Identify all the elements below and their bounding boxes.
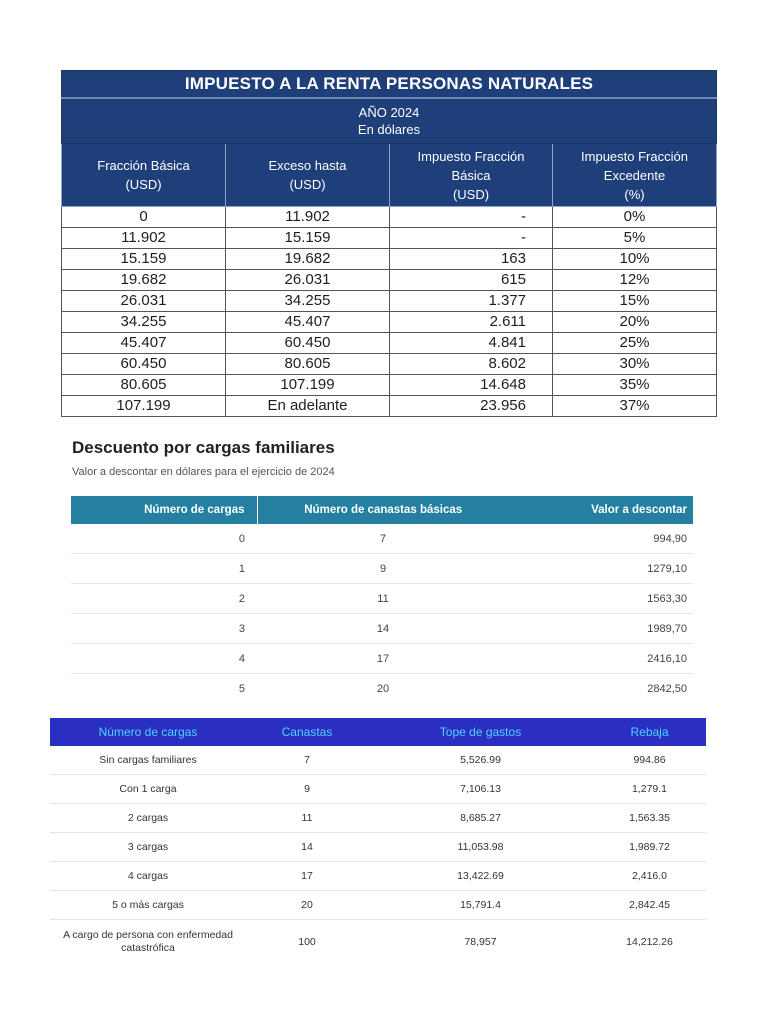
table-cell: 23.956 bbox=[390, 396, 553, 417]
table-cell: 20 bbox=[246, 891, 368, 920]
table-cell: 20% bbox=[553, 312, 717, 333]
table-cell: 14 bbox=[257, 614, 509, 644]
column-header-valor: Valor a descontar bbox=[509, 496, 693, 524]
table-cell: 0% bbox=[553, 207, 717, 228]
table-cell: 11,053.98 bbox=[368, 833, 593, 862]
column-header-line: (USD) bbox=[289, 177, 326, 192]
table-row bbox=[50, 804, 706, 833]
column-header-line: (%) bbox=[624, 186, 645, 202]
column-header-line: Básica bbox=[451, 167, 491, 183]
table-cell: 9 bbox=[257, 554, 509, 584]
column-header-impuesto-fraccion-excedente bbox=[553, 144, 717, 207]
table-row bbox=[62, 354, 717, 375]
table-cell: 60.450 bbox=[62, 354, 226, 375]
table-cell: 19.682 bbox=[62, 270, 226, 291]
table-cell: 2.611 bbox=[390, 312, 553, 333]
currency-label: En dólares bbox=[357, 122, 421, 137]
table-cell: 80.605 bbox=[226, 354, 390, 375]
table-cell: 14,212.26 bbox=[626, 935, 673, 948]
table-cell: 0 bbox=[62, 207, 226, 228]
table-cell: 45.407 bbox=[226, 312, 390, 333]
table-cell: 4.841 bbox=[390, 333, 553, 354]
table-row bbox=[71, 674, 693, 704]
table-cell: 2842,50 bbox=[647, 682, 687, 695]
table-cell: Sin cargas familiares bbox=[50, 746, 246, 775]
table-cell: 14.648 bbox=[390, 375, 553, 396]
table-cell: 1563,30 bbox=[509, 584, 693, 614]
table-cell: 615 bbox=[390, 270, 553, 291]
table-row bbox=[71, 584, 693, 614]
table-row bbox=[50, 746, 706, 775]
table-cell: 7 bbox=[257, 524, 509, 554]
table-cell: 80.605 bbox=[62, 375, 226, 396]
table-cell: 11.902 bbox=[62, 228, 226, 249]
table-cell: 4 cargas bbox=[50, 862, 246, 891]
table-row bbox=[71, 524, 693, 554]
table-cell: 13,422.69 bbox=[368, 862, 593, 891]
table-cell: 163 bbox=[390, 249, 553, 270]
table-row bbox=[62, 291, 717, 312]
table-cell: 8,685.27 bbox=[368, 804, 593, 833]
table-cell: 994,90 bbox=[509, 524, 693, 554]
table-cell: 15% bbox=[553, 291, 717, 312]
table-cell: 15.159 bbox=[62, 249, 226, 270]
table-row bbox=[71, 554, 693, 584]
table-row bbox=[50, 862, 706, 891]
column-header-tope-gastos: Tope de gastos bbox=[368, 718, 593, 746]
table-row bbox=[50, 775, 706, 804]
column-header-line: Excedente bbox=[603, 167, 666, 183]
table-cell: 20 bbox=[376, 682, 390, 695]
table-cell: 19.682 bbox=[226, 249, 390, 270]
table-cell: 11 bbox=[246, 804, 368, 833]
table-cell: 0 bbox=[71, 524, 257, 554]
table-cell: 1,989.72 bbox=[593, 833, 706, 862]
table-cell: 2 cargas bbox=[50, 804, 246, 833]
table-row bbox=[62, 312, 717, 333]
table-cell: 1 bbox=[71, 554, 257, 584]
table-row bbox=[71, 614, 693, 644]
table-cell: 1,279.1 bbox=[593, 775, 706, 804]
table-cell: 37% bbox=[553, 396, 717, 417]
table-cell: 5,526.99 bbox=[368, 746, 593, 775]
table-cell: 2,416.0 bbox=[593, 862, 706, 891]
table-cell: 7,106.13 bbox=[368, 775, 593, 804]
table-row bbox=[50, 920, 706, 965]
table-cell: 30% bbox=[553, 354, 717, 375]
table-cell: 25% bbox=[553, 333, 717, 354]
table-cell: Con 1 carga bbox=[50, 775, 246, 804]
table-row bbox=[62, 396, 717, 417]
table-cell: 1,563.35 bbox=[593, 804, 706, 833]
table-cell: 14 bbox=[246, 833, 368, 862]
family-discount-subtitle: Valor a descontar en dólares para el ejercicio de 2024 bbox=[72, 466, 335, 478]
table-cell: - bbox=[390, 207, 553, 228]
family-discount-table bbox=[71, 496, 693, 703]
table-cell: 35% bbox=[553, 375, 717, 396]
column-header-line: (USD) bbox=[452, 186, 490, 202]
table-cell: 60.450 bbox=[226, 333, 390, 354]
table-cell: 17 bbox=[246, 862, 368, 891]
table-cell: 5 bbox=[238, 682, 245, 695]
table-row bbox=[50, 891, 706, 920]
table-row bbox=[50, 833, 706, 862]
column-header-line: Exceso hasta bbox=[268, 158, 347, 173]
table-cell: 1.377 bbox=[390, 291, 553, 312]
table-row bbox=[62, 228, 717, 249]
table-cell: 15,791.4 bbox=[368, 891, 593, 920]
table-cell: 17 bbox=[257, 644, 509, 674]
table-cell: 3 cargas bbox=[50, 833, 246, 862]
table-cell: 1989,70 bbox=[509, 614, 693, 644]
table-cell: 34.255 bbox=[62, 312, 226, 333]
table-row bbox=[62, 375, 717, 396]
column-header-numero-cargas: Número de cargas bbox=[50, 718, 246, 746]
table-cell: 994.86 bbox=[593, 746, 706, 775]
table-row bbox=[62, 249, 717, 270]
table-cell: 7 bbox=[246, 746, 368, 775]
table-cell: 100 bbox=[298, 935, 316, 948]
column-header-cargas: Número de cargas bbox=[71, 496, 257, 524]
table-cell: 78,957 bbox=[464, 935, 497, 948]
income-tax-subtitle bbox=[62, 98, 717, 144]
table-row bbox=[62, 333, 717, 354]
table-cell: A cargo de persona con enfermedad catastrófica bbox=[63, 929, 233, 954]
table-cell: 2 bbox=[71, 584, 257, 614]
column-header-line: Impuesto Fracción bbox=[581, 148, 688, 164]
income-tax-table bbox=[61, 70, 717, 417]
column-header-line: (USD) bbox=[125, 177, 162, 192]
column-header-line: Impuesto Fracción bbox=[417, 148, 525, 164]
column-header-canastas: Canastas bbox=[246, 718, 368, 746]
table-cell: 10% bbox=[553, 249, 717, 270]
table-cell: 45.407 bbox=[62, 333, 226, 354]
column-header-line: Fracción Básica bbox=[97, 158, 190, 173]
column-header-rebaja: Rebaja bbox=[593, 718, 706, 746]
table-cell: 26.031 bbox=[62, 291, 226, 312]
table-cell: 11 bbox=[257, 584, 509, 614]
table-cell: 34.255 bbox=[226, 291, 390, 312]
table-cell: 9 bbox=[246, 775, 368, 804]
deduction-limits-table bbox=[50, 718, 706, 964]
column-header-impuesto-fraccion-basica bbox=[390, 144, 553, 207]
column-header-exceso-hasta bbox=[226, 144, 390, 207]
income-tax-title: IMPUESTO A LA RENTA PERSONAS NATURALES bbox=[62, 71, 717, 99]
table-cell: En adelante bbox=[226, 396, 390, 417]
table-cell: 1279,10 bbox=[509, 554, 693, 584]
table-cell: 107.199 bbox=[62, 396, 226, 417]
table-cell: 4 bbox=[71, 644, 257, 674]
table-row bbox=[62, 270, 717, 291]
table-row bbox=[71, 644, 693, 674]
table-cell: 5 o más cargas bbox=[50, 891, 246, 920]
table-cell: - bbox=[390, 228, 553, 249]
table-cell: 11.902 bbox=[226, 207, 390, 228]
table-cell: 2,842.45 bbox=[593, 891, 706, 920]
table-cell: 15.159 bbox=[226, 228, 390, 249]
table-cell: 8.602 bbox=[390, 354, 553, 375]
table-cell: 2416,10 bbox=[509, 644, 693, 674]
table-cell: 26.031 bbox=[226, 270, 390, 291]
family-discount-title: Descuento por cargas familiares bbox=[72, 438, 335, 457]
table-cell: 12% bbox=[553, 270, 717, 291]
column-header-fraccion-basica bbox=[62, 144, 226, 207]
year-label: AÑO 2024 bbox=[358, 105, 420, 120]
table-cell: 107.199 bbox=[226, 375, 390, 396]
table-cell: 5% bbox=[553, 228, 717, 249]
table-row bbox=[62, 207, 717, 228]
column-header-canastas: Número de canastas básicas bbox=[257, 496, 509, 524]
table-cell: 3 bbox=[71, 614, 257, 644]
